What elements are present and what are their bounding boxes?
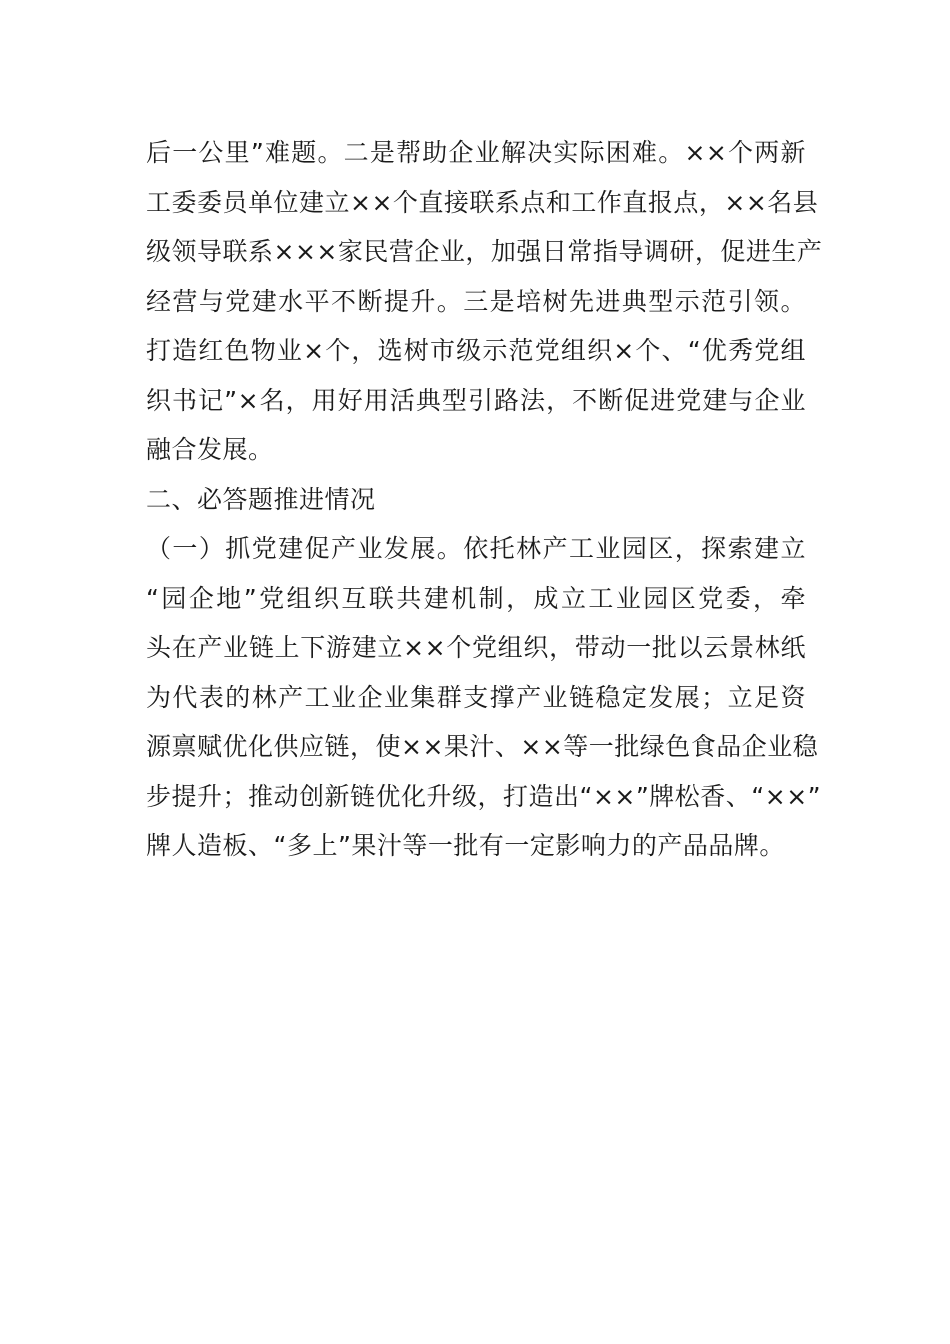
paragraph-line: 为代表的林产工业企业集群支撑产业链稳定发展；立足资 bbox=[146, 682, 806, 712]
paragraph-line: 经营与党建水平不断提升。三是培树先进典型示范引领。 bbox=[146, 286, 806, 316]
paragraph-line: 打造红色物业×个，选树市级示范党组织×个、“优秀党组 bbox=[146, 336, 806, 365]
section-heading: 二、必答题推进情况 bbox=[146, 484, 376, 514]
paragraph-line: 步提升；推动创新链优化升级，打造出“××”牌松香、“××” bbox=[146, 781, 822, 811]
paragraph-line: 融合发展。 bbox=[146, 435, 274, 464]
paragraph-line: 后一公里”难题。二是帮助企业解决实际困难。××个两新 bbox=[146, 138, 806, 167]
paragraph-line: 头在产业链上下游建立××个党组织，带动一批以云景林纸 bbox=[146, 633, 806, 662]
paragraph-line: （一）抓党建促产业发展。依托林产工业园区，探索建立 bbox=[146, 534, 806, 563]
paragraph-line: 源禀赋优化供应链，使××果汁、××等一批绿色食品企业稳 bbox=[146, 732, 819, 761]
paragraph-line: 织书记”×名，用好用活典型引路法，不断促进党建与企业 bbox=[146, 385, 806, 415]
document-body bbox=[146, 128, 823, 871]
paragraph-line: 工委委员单位建立××个直接联系点和工作直报点，××名县 bbox=[146, 187, 819, 217]
paragraph-line: 牌人造板、“多上”果汁等一批有一定影响力的产品品牌。 bbox=[146, 831, 785, 860]
paragraph-line: 级领导联系×××家民营企业，加强日常指导调研，促进生产 bbox=[146, 237, 823, 266]
paragraph-line: “园企地”党组织互联共建机制，成立工业园区党委，牵 bbox=[146, 583, 806, 613]
